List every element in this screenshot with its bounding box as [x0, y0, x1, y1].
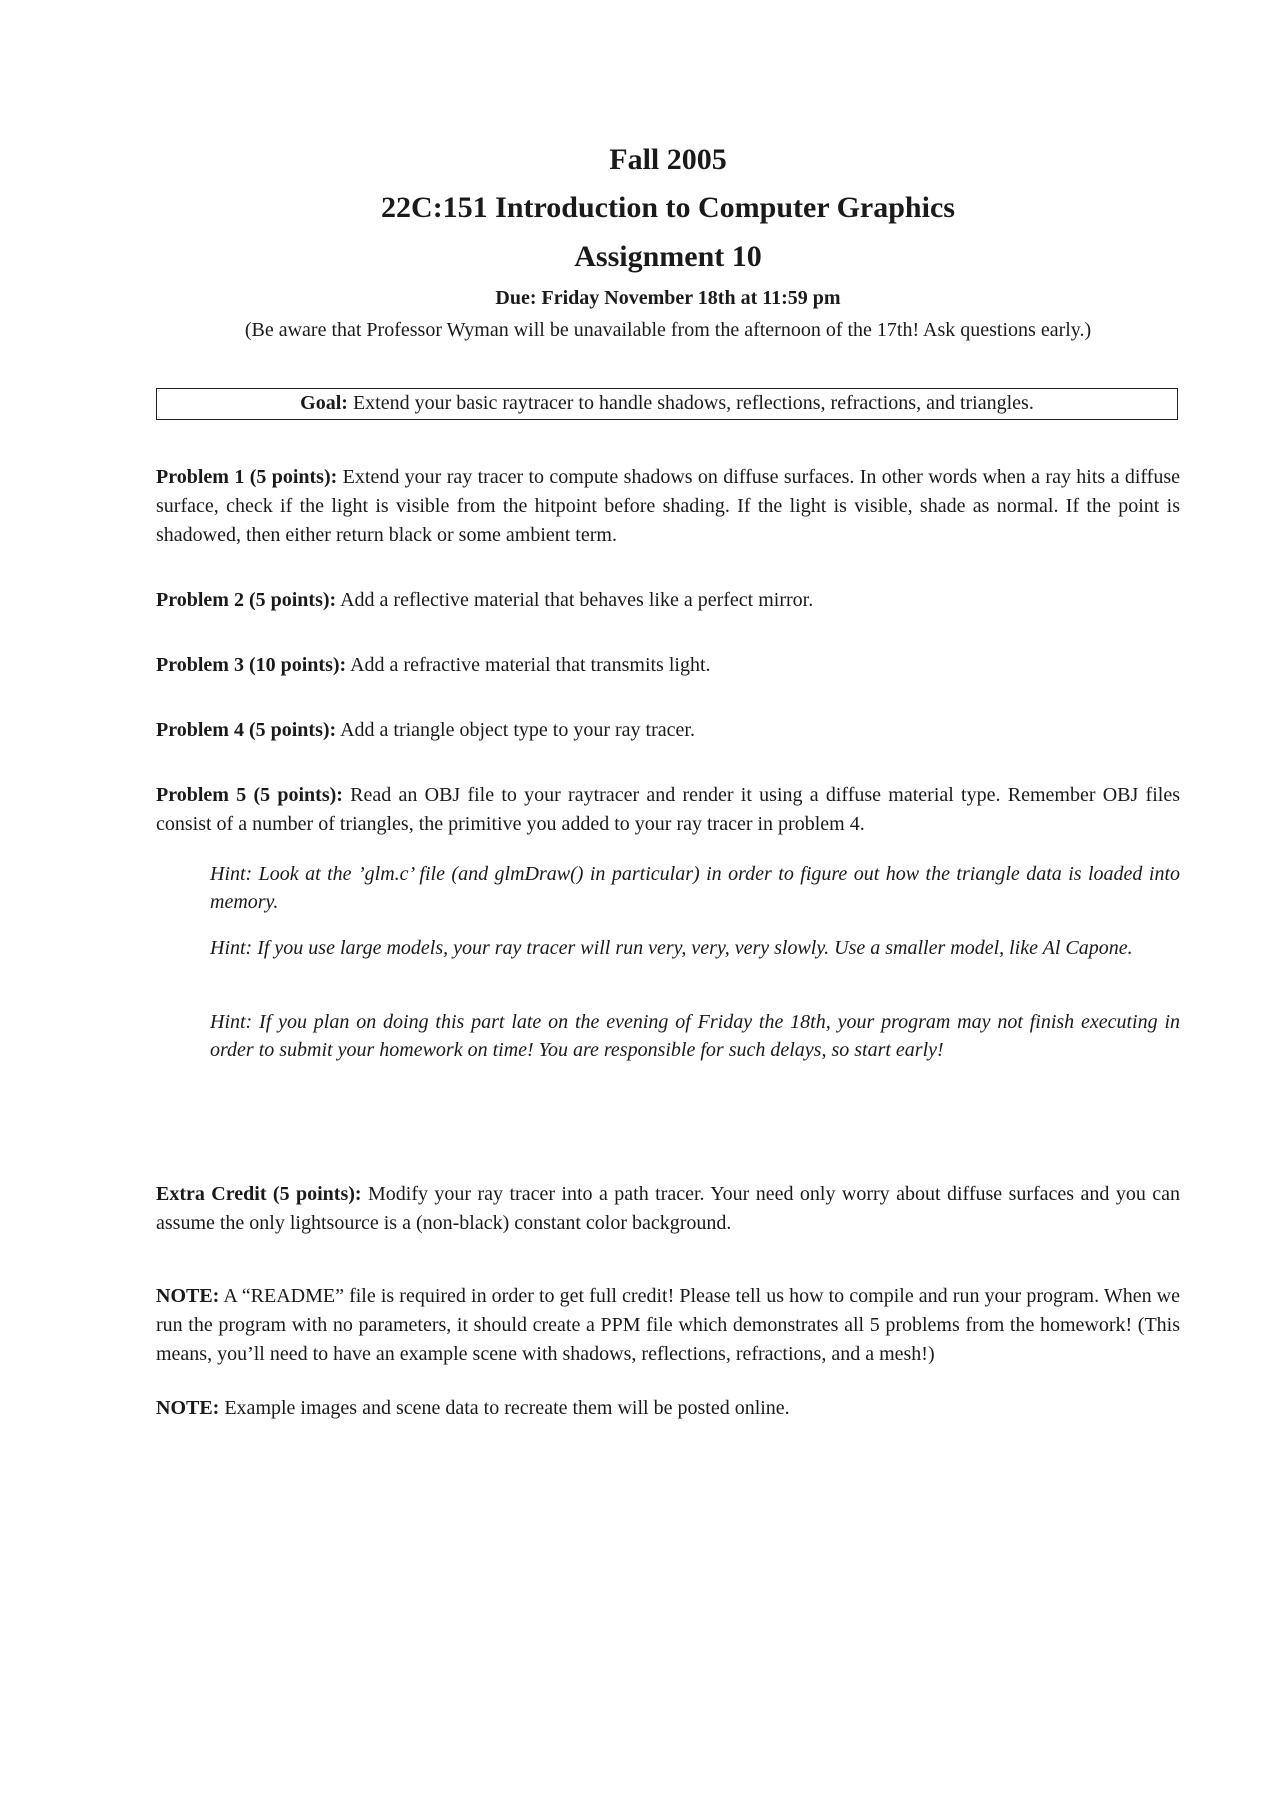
- problem-3-text: Add a refractive material that transmits light.: [346, 654, 711, 676]
- problem-5: [156, 781, 1180, 839]
- semester-heading: Fall 2005: [609, 143, 727, 176]
- hint-glm: Hint: Look at the ’glm.c’ file (and glmDraw() in particular) in order to figure out how the triangle data is loaded into memory.: [210, 863, 1180, 913]
- problem-3: [156, 651, 1180, 680]
- goal-box: [156, 388, 1178, 420]
- extra-credit-text: Modify your ray tracer into a path tracer. Your need only worry about diffuse surfaces and you can assume the only lightsource is a (non-black) constant color background.: [156, 1183, 1181, 1234]
- note-examples-label: NOTE:: [156, 1397, 220, 1419]
- note-examples-text: Example images and scene data to recreate them will be posted online.: [219, 1397, 790, 1419]
- due-date: Due: Friday November 18th at 11:59 pm: [495, 287, 841, 309]
- note-examples: [156, 1394, 1180, 1423]
- hint-large-models: Hint: If you use large models, your ray tracer will run very, very, very slowly. Use a smaller model, like Al Capone.: [210, 937, 1133, 959]
- assignment-title: Assignment 10: [574, 240, 762, 273]
- course-title: 22C:151 Introduction to Computer Graphics: [381, 191, 955, 224]
- note-readme: [156, 1282, 1180, 1369]
- extra-credit-label: Extra Credit (5 points):: [156, 1183, 362, 1205]
- extra-credit: [156, 1180, 1180, 1238]
- problem-2-label: Problem 2 (5 points):: [156, 589, 337, 611]
- problem-4-label: Problem 4 (5 points):: [156, 719, 337, 741]
- problem-1: [156, 463, 1180, 550]
- note-readme-label: NOTE:: [156, 1285, 220, 1307]
- problem-1-text: Extend your ray tracer to compute shadows on diffuse surfaces. In other words when a ray hits a diffuse surface, check if the light is visible from the hitpoint before shading. If the light is visible, shade as normal. If the point is shadowed, then either return black or some ambient term.: [156, 466, 1180, 546]
- goal-text: Extend your basic raytracer to handle shadows, reflections, refractions, and triangles.: [347, 392, 1034, 414]
- problem-4-text: Add a triangle object type to your ray tracer.: [336, 719, 695, 741]
- problem-2-text: Add a reflective material that behaves like a perfect mirror.: [336, 589, 814, 611]
- availability-notice: (Be aware that Professor Wyman will be unavailable from the afternoon of the 17th! Ask questions early.): [244, 319, 1092, 341]
- problem-4: [156, 716, 1180, 745]
- problem-1-label: Problem 1 (5 points):: [156, 466, 338, 488]
- problem-3-label: Problem 3 (10 points):: [156, 654, 347, 676]
- goal-label: Goal:: [300, 392, 348, 414]
- problem-5-text: Read an OBJ file to your raytracer and render it using a diffuse material type. Remember OBJ files consist of a number of triangles, the primitive you added to your ray tracer in problem 4.: [156, 784, 1180, 835]
- hint-start-early: Hint: If you plan on doing this part late on the evening of Friday the 18th, your program may not finish executing in order to submit your homework on time! You are responsible for such delays, so start early!: [210, 1011, 1180, 1061]
- note-readme-text: A “README” file is required in order to get full credit! Please tell us how to compile and run your program. When we run the program with no parameters, it should create a PPM file which demonstrates all 5 problems from the homework! (This means, you’ll need to have an example scene with shadows, reflections, refractions, and a mesh!): [156, 1285, 1180, 1365]
- problem-5-label: Problem 5 (5 points):: [156, 784, 343, 806]
- problem-2: [156, 586, 1180, 615]
